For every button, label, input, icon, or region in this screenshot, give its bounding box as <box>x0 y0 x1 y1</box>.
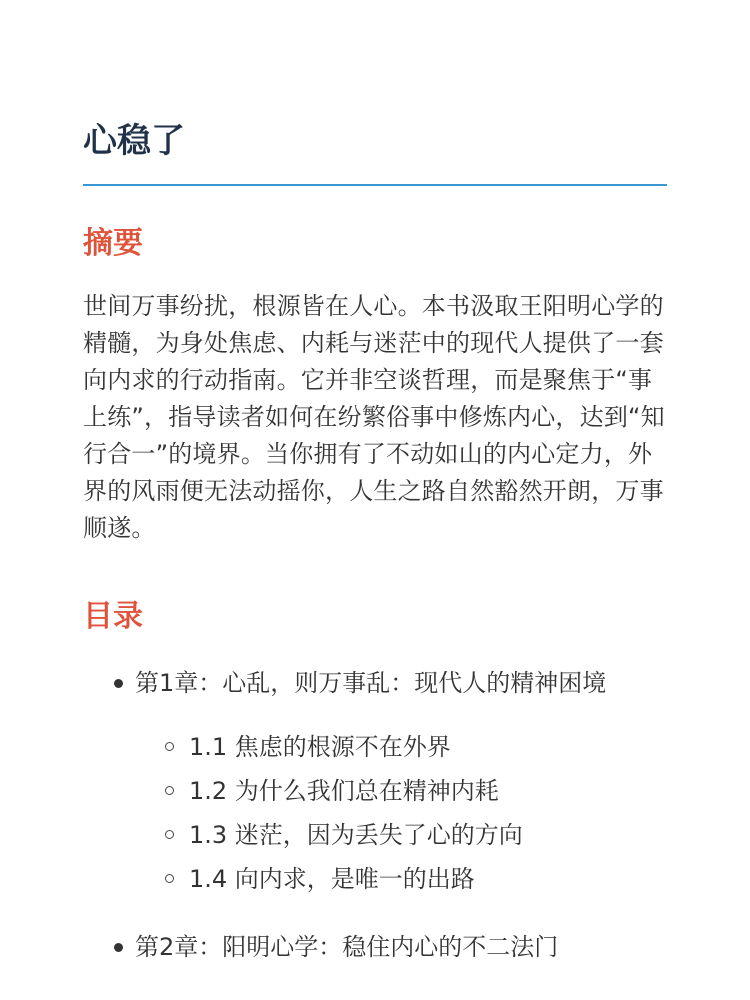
page-title: 心稳了 <box>83 121 185 161</box>
title-divider <box>83 184 667 186</box>
table-of-contents <box>83 663 667 967</box>
toc-heading: 目录 <box>83 599 143 634</box>
abstract-text: 世间万事纷扰，根源皆在人心。本书汲取王阳明心学的精髓，为身处焦虑、内耗与迷茫中的现代人提供了一套向内求的行动指南。它并非空谈哲理，而是聚焦于“事上练”，指导读者如何在纷繁俗事中修炼内心，达到“知行合一”的境界。当你拥有了不动如山的内心定力，外界的风雨便无法动摇你，人生之路自然豁然开朗，万事顺遂。 <box>83 292 665 542</box>
toc-section-1-4 <box>135 857 667 901</box>
chapter-title: 第1章：心乱，则万事乱：现代人的精神困境 <box>135 669 607 697</box>
hollow-bullet-icon <box>165 786 174 795</box>
filled-bullet-icon <box>114 943 123 952</box>
toc-section-1-1 <box>135 725 667 769</box>
hollow-bullet-icon <box>165 742 174 751</box>
hollow-bullet-icon <box>165 830 174 839</box>
section-title: 1.4 向内求，是唯一的出路 <box>189 865 475 893</box>
toc-chapter-1 <box>83 663 667 901</box>
toc-section-1-3 <box>135 813 667 857</box>
toc-section-1-2 <box>135 769 667 813</box>
section-title: 1.1 焦虑的根源不在外界 <box>189 733 451 761</box>
toc-chapter-2 <box>83 927 667 967</box>
abstract-heading: 摘要 <box>83 226 143 261</box>
section-title: 1.2 为什么我们总在精神内耗 <box>189 777 499 805</box>
hollow-bullet-icon <box>165 874 174 883</box>
filled-bullet-icon <box>114 679 123 688</box>
section-title: 1.3 迷茫，因为丢失了心的方向 <box>189 821 523 849</box>
chapter-title: 第2章：阳明心学：稳住内心的不二法门 <box>135 933 559 961</box>
chapter-1-sections <box>135 725 667 901</box>
